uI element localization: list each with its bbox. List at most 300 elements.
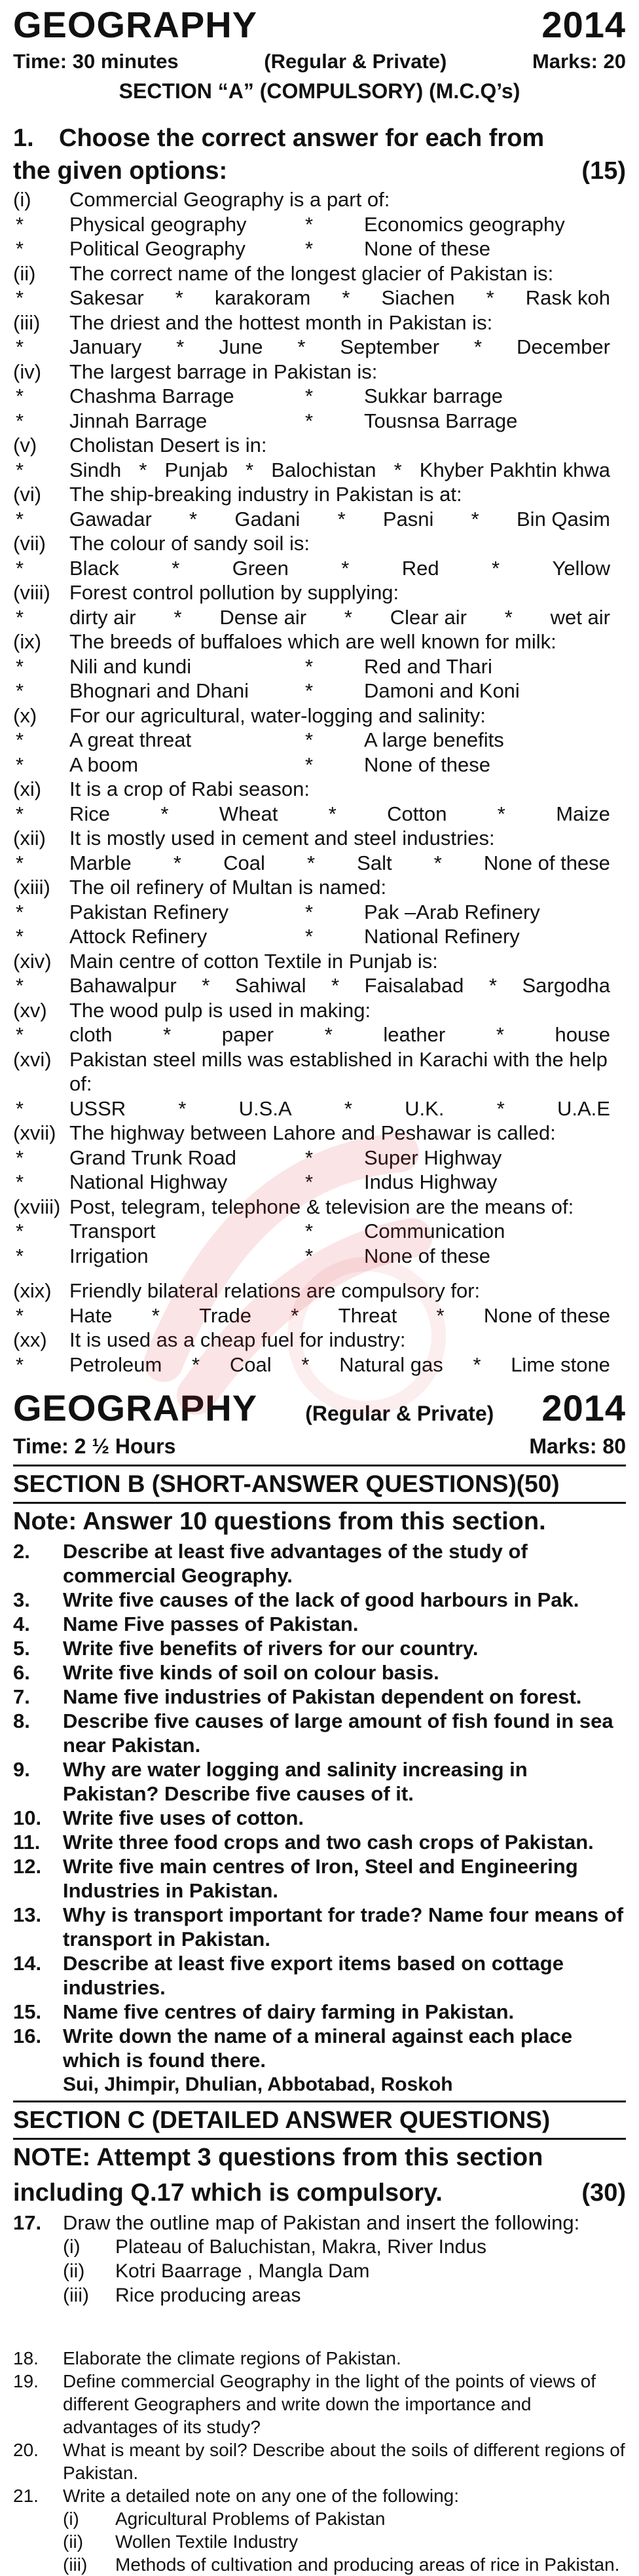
part-label: (i) xyxy=(63,2236,81,2258)
mcq-option: A boom xyxy=(69,753,139,776)
mcq-question xyxy=(13,1047,626,1096)
question-number: 14. xyxy=(13,1952,42,1975)
mcq-option: Tousnsa Barrage xyxy=(364,409,518,432)
mcq-option: Irrigation xyxy=(69,1244,149,1267)
question-part xyxy=(13,2530,626,2553)
mcq-options xyxy=(13,1244,626,1269)
mcq-stem: It is mostly used in cement and steel industries: xyxy=(69,827,495,849)
short-question-list xyxy=(13,1539,626,2072)
question-number: 12. xyxy=(13,1855,42,1878)
question-text: Describe at least five export items based on cottage industries. xyxy=(63,1952,564,1999)
question-part xyxy=(13,2283,626,2307)
bullet: * xyxy=(16,237,24,260)
mcq-stem: The oil refinery of Multan is named: xyxy=(69,876,387,899)
bullet: * xyxy=(433,851,442,874)
question-part xyxy=(13,2259,626,2283)
question-text: Describe five causes of large amount of fish found in sea near Pakistan. xyxy=(63,1709,613,1757)
bullet: * xyxy=(16,1096,24,1120)
mcq-option: January xyxy=(69,335,142,358)
bullet: * xyxy=(328,802,337,825)
mcq-number: (xvii) xyxy=(13,1121,56,1144)
mcq-option: Yellow xyxy=(552,556,610,580)
mcq-option: USSR xyxy=(69,1096,126,1120)
section-c-note-line2: including Q.17 which is compulsory. (30) xyxy=(13,2175,626,2211)
part-label: (ii) xyxy=(63,2531,84,2552)
long-question xyxy=(13,2347,626,2370)
mcq-options xyxy=(13,1096,626,1121)
bullet: * xyxy=(176,335,185,358)
mcq-option-row xyxy=(69,1303,626,1328)
bullet: * xyxy=(173,605,182,629)
mcq-question xyxy=(13,310,626,335)
mcq-stem: Friendly bilateral relations are compulsory for: xyxy=(69,1279,481,1302)
part-text: Plateau of Baluchistan, Makra, River Indus xyxy=(115,2236,486,2258)
bullet: * xyxy=(305,900,314,924)
mcq-stem: The breeds of buffaloes which are well known for milk: xyxy=(69,630,557,653)
mcq-options xyxy=(13,900,626,925)
bullet: * xyxy=(16,605,24,629)
mcq-option: Sukkar barrage xyxy=(364,384,503,407)
mcq-option: Super Highway xyxy=(364,1146,502,1169)
question-number: 8. xyxy=(13,1709,30,1732)
part-text: Rice producing areas xyxy=(115,2285,301,2306)
question-text: Describe at least five advantages of the study of commercial Geography. xyxy=(63,1540,528,1587)
mcq-number: (xi) xyxy=(13,777,42,800)
mcq-stem: It is used as a cheap fuel for industry: xyxy=(69,1328,406,1351)
mcq-option: September xyxy=(340,335,440,358)
mcq-option: Nili and kundi xyxy=(69,654,192,678)
bullet: * xyxy=(139,458,147,481)
question-number: 10. xyxy=(13,1806,42,1829)
mcq-option: A large benefits xyxy=(364,728,504,751)
meta-line-objective xyxy=(13,47,626,76)
bullet: * xyxy=(297,335,306,358)
bullet: * xyxy=(496,1023,504,1046)
mcq-option: Threat xyxy=(338,1303,397,1327)
mcq-stem: Main centre of cotton Textile in Punjab is: xyxy=(69,949,438,973)
question-text: Why is transport important for trade? Name four means of transport in Pakistan. xyxy=(63,1903,624,1951)
mcq-option: Hate xyxy=(69,1303,113,1327)
bullet: * xyxy=(16,286,24,309)
mcq-option: Chashma Barrage xyxy=(69,384,234,407)
question-text: Write five causes of the lack of good harbours in Pak. xyxy=(63,1588,579,1611)
bullet: * xyxy=(192,1353,200,1376)
question-1-number: 1. xyxy=(13,124,34,152)
meta-line-subjective xyxy=(13,1430,626,1462)
part-label: (iii) xyxy=(63,2285,89,2306)
bullet: * xyxy=(486,286,494,309)
question-text: Write three food crops and two cash crops of Pakistan. xyxy=(63,1831,594,1854)
mcq-option-row xyxy=(69,1353,626,1377)
mcq-option: None of these xyxy=(483,851,610,874)
bullet: * xyxy=(305,212,314,236)
question-text: Write down the name of a mineral against each place which is found there. xyxy=(63,2025,573,2072)
mcq-option: Indus Highway xyxy=(364,1170,498,1193)
section-c-note-line1: NOTE: Attempt 3 questions from this section xyxy=(13,2144,543,2171)
mcq-question xyxy=(13,360,626,384)
long-question-list xyxy=(13,2347,626,2507)
mcq-number: (ix) xyxy=(13,630,42,653)
mcq-number: (iii) xyxy=(13,310,41,334)
bullet: * xyxy=(305,1146,314,1169)
mcq-number: (xviii) xyxy=(13,1195,61,1218)
bullet: * xyxy=(16,974,24,997)
section-c-heading: SECTION C (DETAILED ANSWER QUESTIONS) xyxy=(13,2100,626,2140)
mcq-options xyxy=(13,654,626,679)
mcq-stem: The correct name of the longest glacier of Pakistan is: xyxy=(69,261,554,285)
total-marks-2: Marks: 80 xyxy=(529,1434,626,1458)
mcq-option: Red xyxy=(401,556,439,580)
mcq-option: Khyber Pakhtin khwa xyxy=(419,458,610,481)
mcq-option: Sahiwal xyxy=(234,974,306,997)
short-question xyxy=(13,1709,626,1757)
bullet: * xyxy=(16,851,24,874)
mcq-stem: The largest barrage in Pakistan is: xyxy=(69,360,378,383)
mcq-option-row xyxy=(69,605,626,630)
mcq-option: Damoni and Koni xyxy=(364,679,520,702)
bullet: * xyxy=(16,753,24,776)
mcq-option: house xyxy=(555,1023,610,1046)
mcq-options xyxy=(13,1146,626,1170)
question-number: 9. xyxy=(13,1758,30,1781)
question-1-heading xyxy=(13,122,626,187)
mcq-list xyxy=(13,187,626,1377)
question-text: Write five uses of cotton. xyxy=(63,1806,304,1829)
exam-type: (Regular & Private) xyxy=(264,50,447,73)
question-1-line1: Choose the correct answer for each from xyxy=(59,124,545,152)
total-marks: Marks: 20 xyxy=(532,50,626,73)
bullet: * xyxy=(305,654,314,678)
question-number: 18. xyxy=(13,2348,39,2368)
short-question xyxy=(13,1612,626,1636)
mcq-option: Bin Qasim xyxy=(517,507,610,531)
time-allowed-2: Time: 2 ½ Hours xyxy=(13,1434,176,1458)
bullet: * xyxy=(305,728,314,751)
mcq-number: (xix) xyxy=(13,1279,52,1302)
mcq-option: Marble xyxy=(69,851,132,874)
mcq-stem: The driest and the hottest month in Pakistan is: xyxy=(69,310,493,334)
exam-type-2: (Regular & Private) xyxy=(305,1402,494,1425)
mcq-option: Clear air xyxy=(390,605,467,629)
mcq-option: None of these xyxy=(364,1244,491,1267)
mcq-option: A great threat xyxy=(69,728,192,751)
question-text: Why are water logging and salinity increasing in Pakistan? Describe five causes of it. xyxy=(63,1758,528,1805)
bullet: * xyxy=(16,335,24,358)
short-question xyxy=(13,1685,626,1709)
mcq-option: Jinnah Barrage xyxy=(69,409,208,432)
mcq-option: Pak –Arab Refinery xyxy=(364,900,540,924)
mcq-option: December xyxy=(516,335,610,358)
mcq-number: (xv) xyxy=(13,998,47,1022)
exam-year: 2014 xyxy=(541,4,626,45)
question-17-parts xyxy=(13,2235,626,2307)
mcq-option: Wheat xyxy=(219,802,278,825)
mcq-option: paper xyxy=(221,1023,274,1046)
q16-places: Sui, Jhimpir, Dhulian, Abbotabad, Roskoh xyxy=(63,2074,453,2095)
bullet: * xyxy=(393,458,402,481)
mcq-option: Coal xyxy=(223,851,265,874)
mcq-option: Faisalabad xyxy=(364,974,464,997)
mcq-option-row xyxy=(69,556,626,581)
question-1-marks: (15) xyxy=(581,157,626,185)
mcq-question xyxy=(13,1195,626,1220)
mcq-question xyxy=(13,703,626,728)
mcq-number: (xx) xyxy=(13,1328,47,1351)
mcq-options xyxy=(13,556,626,581)
mcq-number: (v) xyxy=(13,434,37,457)
question-text: Define commercial Geography in the light of the points of views of different Geographers and write down the importance and advantages of its study? xyxy=(63,2371,596,2437)
part-text: Wollen Textile Industry xyxy=(115,2531,299,2552)
mcq-question xyxy=(13,1328,626,1353)
bullet: * xyxy=(337,507,346,531)
question-text: Name Five passes of Pakistan. xyxy=(63,1613,359,1635)
part-label: (i) xyxy=(63,2509,79,2529)
mcq-option: National Highway xyxy=(69,1170,228,1193)
part-label: (iii) xyxy=(63,2554,88,2575)
bullet: * xyxy=(16,1303,24,1327)
mcq-number: (xvi) xyxy=(13,1047,52,1071)
mcq-options xyxy=(13,1022,626,1047)
mcq-option: Red and Thari xyxy=(364,654,492,678)
time-allowed: Time: 30 minutes xyxy=(13,50,179,73)
mcq-options xyxy=(13,1170,626,1195)
mcq-option: Bahawalpur xyxy=(69,974,177,997)
mcq-question xyxy=(13,777,626,802)
mcq-options xyxy=(13,802,626,827)
subject-title-2: GEOGRAPHY xyxy=(13,1387,258,1428)
section-b-note: Note: Answer 10 questions from this section. xyxy=(13,1508,546,1535)
mcq-question xyxy=(13,629,626,654)
part-text: Agricultural Problems of Pakistan xyxy=(115,2509,386,2529)
mcq-option: Economics geography xyxy=(364,212,565,236)
question-part xyxy=(13,2553,626,2576)
mcq-option-row xyxy=(69,335,626,360)
bullet: * xyxy=(291,1303,299,1327)
short-question xyxy=(13,1854,626,1903)
bullet: * xyxy=(496,1096,505,1120)
mcq-stem: The ship-breaking industry in Pakistan is at: xyxy=(69,483,462,506)
long-question xyxy=(13,2438,626,2484)
short-question xyxy=(13,1830,626,1854)
bullet: * xyxy=(344,1096,352,1120)
mcq-options xyxy=(13,458,626,483)
mcq-options xyxy=(13,212,626,237)
question-text: Name five centres of dairy farming in Pakistan. xyxy=(63,2000,515,2023)
question-21-parts xyxy=(13,2507,626,2576)
mcq-number: (xiii) xyxy=(13,876,50,899)
mcq-option-row xyxy=(69,1022,626,1047)
question-number: 7. xyxy=(13,1685,30,1708)
mcq-option: Bhognari and Dhani xyxy=(69,679,249,702)
bullet: * xyxy=(305,384,314,407)
bullet: * xyxy=(173,851,181,874)
mcq-option-row xyxy=(69,286,626,310)
mcq-option: Gawadar xyxy=(69,507,152,531)
mcq-option: U.A.E xyxy=(557,1096,610,1120)
mcq-option: Sargodha xyxy=(522,974,610,997)
short-question xyxy=(13,1636,626,1660)
part-text: Methods of cultivation and producing areas of rice in Pakistan. xyxy=(115,2554,620,2575)
mcq-stem: The wood pulp is used in making: xyxy=(69,998,371,1022)
mcq-option-row xyxy=(69,1096,626,1121)
bullet: * xyxy=(305,237,314,260)
mcq-option: Sindh xyxy=(69,458,122,481)
question-number: 13. xyxy=(13,1903,42,1926)
mcq-option: Gadani xyxy=(234,507,301,531)
mcq-number: (vi) xyxy=(13,483,42,506)
bullet: * xyxy=(471,507,479,531)
long-question xyxy=(13,2484,626,2507)
short-question xyxy=(13,1951,626,2000)
mcq-question xyxy=(13,1121,626,1146)
short-question xyxy=(13,1539,626,1588)
bullet: * xyxy=(16,802,24,825)
mcq-option: Salt xyxy=(357,851,392,874)
bullet: * xyxy=(178,1096,187,1120)
question-number: 19. xyxy=(13,2371,39,2391)
bullet: * xyxy=(16,409,24,432)
bullet: * xyxy=(324,1023,333,1046)
mcq-stem: Commercial Geography is a part of: xyxy=(69,188,390,211)
mcq-options xyxy=(13,1303,626,1328)
question-number: 21. xyxy=(13,2486,39,2506)
mcq-stem: Forest control pollution by supplying: xyxy=(69,581,399,604)
mcq-stem: Pakistan steel mills was established in Karachi with the help of: xyxy=(69,1047,608,1095)
bullet: * xyxy=(160,802,169,825)
mcq-options xyxy=(13,286,626,310)
bullet: * xyxy=(492,556,500,580)
mcq-options xyxy=(13,384,626,409)
bullet: * xyxy=(331,974,340,997)
bullet: * xyxy=(306,851,316,874)
bullet: * xyxy=(172,556,180,580)
bullet: * xyxy=(163,1023,172,1046)
question-number: 15. xyxy=(13,2000,42,2023)
short-question xyxy=(13,1660,626,1685)
bullet: * xyxy=(16,556,24,580)
mcq-options xyxy=(13,335,626,360)
question-number: 5. xyxy=(13,1637,30,1660)
bullet: * xyxy=(16,1170,24,1193)
mcq-option: Coal xyxy=(229,1353,272,1376)
bullet: * xyxy=(202,974,210,997)
mcq-question xyxy=(13,1279,626,1303)
question-part xyxy=(13,2235,626,2259)
bullet: * xyxy=(473,1353,481,1376)
bullet: * xyxy=(305,925,314,948)
mcq-question xyxy=(13,433,626,458)
mcq-stem: For our agricultural, water-logging and salinity: xyxy=(69,703,486,727)
mcq-number: (xii) xyxy=(13,827,46,849)
mcq-number: (viii) xyxy=(13,581,50,604)
short-question xyxy=(13,1757,626,1806)
bullet: * xyxy=(175,286,183,309)
bullet: * xyxy=(16,384,24,407)
mcq-option: Grand Trunk Road xyxy=(69,1146,237,1169)
mcq-question xyxy=(13,187,626,212)
bullet: * xyxy=(342,286,350,309)
mcq-option: Green xyxy=(232,556,289,580)
bullet: * xyxy=(301,1353,310,1376)
bullet: * xyxy=(305,679,314,702)
mcq-options xyxy=(13,409,626,434)
mcq-question xyxy=(13,949,626,974)
mcq-option: Natural gas xyxy=(339,1353,443,1376)
mcq-options xyxy=(13,924,626,949)
short-question xyxy=(13,1806,626,1830)
mcq-option: Pasni xyxy=(382,507,434,531)
mcq-options xyxy=(13,679,626,703)
mcq-option: Attock Refinery xyxy=(69,925,208,948)
question-number: 11. xyxy=(13,1831,41,1854)
question-text: What is meant by soil? Describe about the soils of different regions of Pakistan. xyxy=(63,2440,625,2483)
mcq-option: Balochistan xyxy=(271,458,376,481)
question-text: Name five industries of Pakistan dependent on forest. xyxy=(63,1685,582,1708)
short-question xyxy=(13,2024,626,2072)
mcq-option: Pakistan Refinery xyxy=(69,900,228,924)
mcq-number: (iv) xyxy=(13,360,42,383)
mcq-question xyxy=(13,261,626,286)
mcq-stem: Post, telegram, telephone & television are the means of: xyxy=(69,1195,574,1218)
mcq-stem: The highway between Lahore and Peshawar is called: xyxy=(69,1121,556,1144)
bullet: * xyxy=(305,1220,314,1242)
mcq-option: None of these xyxy=(364,237,491,260)
bullet: * xyxy=(16,900,24,924)
mcq-number: (xiv) xyxy=(13,949,52,973)
exam-year-2: 2014 xyxy=(541,1387,626,1428)
bullet: * xyxy=(436,1303,445,1327)
mcq-option: Punjab xyxy=(164,458,228,481)
mcq-number: (i) xyxy=(13,188,31,211)
bullet: * xyxy=(16,212,24,236)
bullet: * xyxy=(16,1220,24,1242)
question-text: Write five main centres of Iron, Steel and Engineering Industries in Pakistan. xyxy=(63,1855,578,1902)
bullet: * xyxy=(151,1303,160,1327)
exam-paper xyxy=(13,0,626,2576)
spacer xyxy=(13,1268,626,1279)
mcq-question xyxy=(13,826,626,851)
mcq-question xyxy=(13,998,626,1023)
mcq-option: U.K. xyxy=(405,1096,445,1120)
mcq-options xyxy=(13,728,626,753)
bullet: * xyxy=(341,556,350,580)
question-17: 17. Draw the outline map of Pakistan and insert the following: xyxy=(13,2211,580,2234)
mcq-option: Trade xyxy=(199,1303,251,1327)
bullet: * xyxy=(305,1170,314,1193)
bullet: * xyxy=(305,409,314,432)
mcq-option: June xyxy=(219,335,263,358)
mcq-stem: The colour of sandy soil is: xyxy=(69,532,310,555)
mcq-option: Dense air xyxy=(219,605,307,629)
mcq-option: National Refinery xyxy=(364,925,520,948)
mcq-options xyxy=(13,507,626,532)
short-question xyxy=(13,1903,626,1951)
question-1-line2: the given options: xyxy=(13,157,228,185)
bullet: * xyxy=(497,802,505,825)
question-part xyxy=(13,2507,626,2530)
mcq-question xyxy=(13,531,626,556)
mcq-option: Maize xyxy=(556,802,610,825)
bullet: * xyxy=(504,605,513,629)
short-question xyxy=(13,2000,626,2024)
mcq-option: Sakesar xyxy=(69,286,144,309)
mcq-option-row xyxy=(69,851,626,876)
mcq-option: cloth xyxy=(69,1023,113,1046)
bullet: * xyxy=(473,335,483,358)
question-number: 4. xyxy=(13,1613,30,1635)
mcq-option: Rask koh xyxy=(525,286,610,309)
mcq-question xyxy=(13,482,626,507)
